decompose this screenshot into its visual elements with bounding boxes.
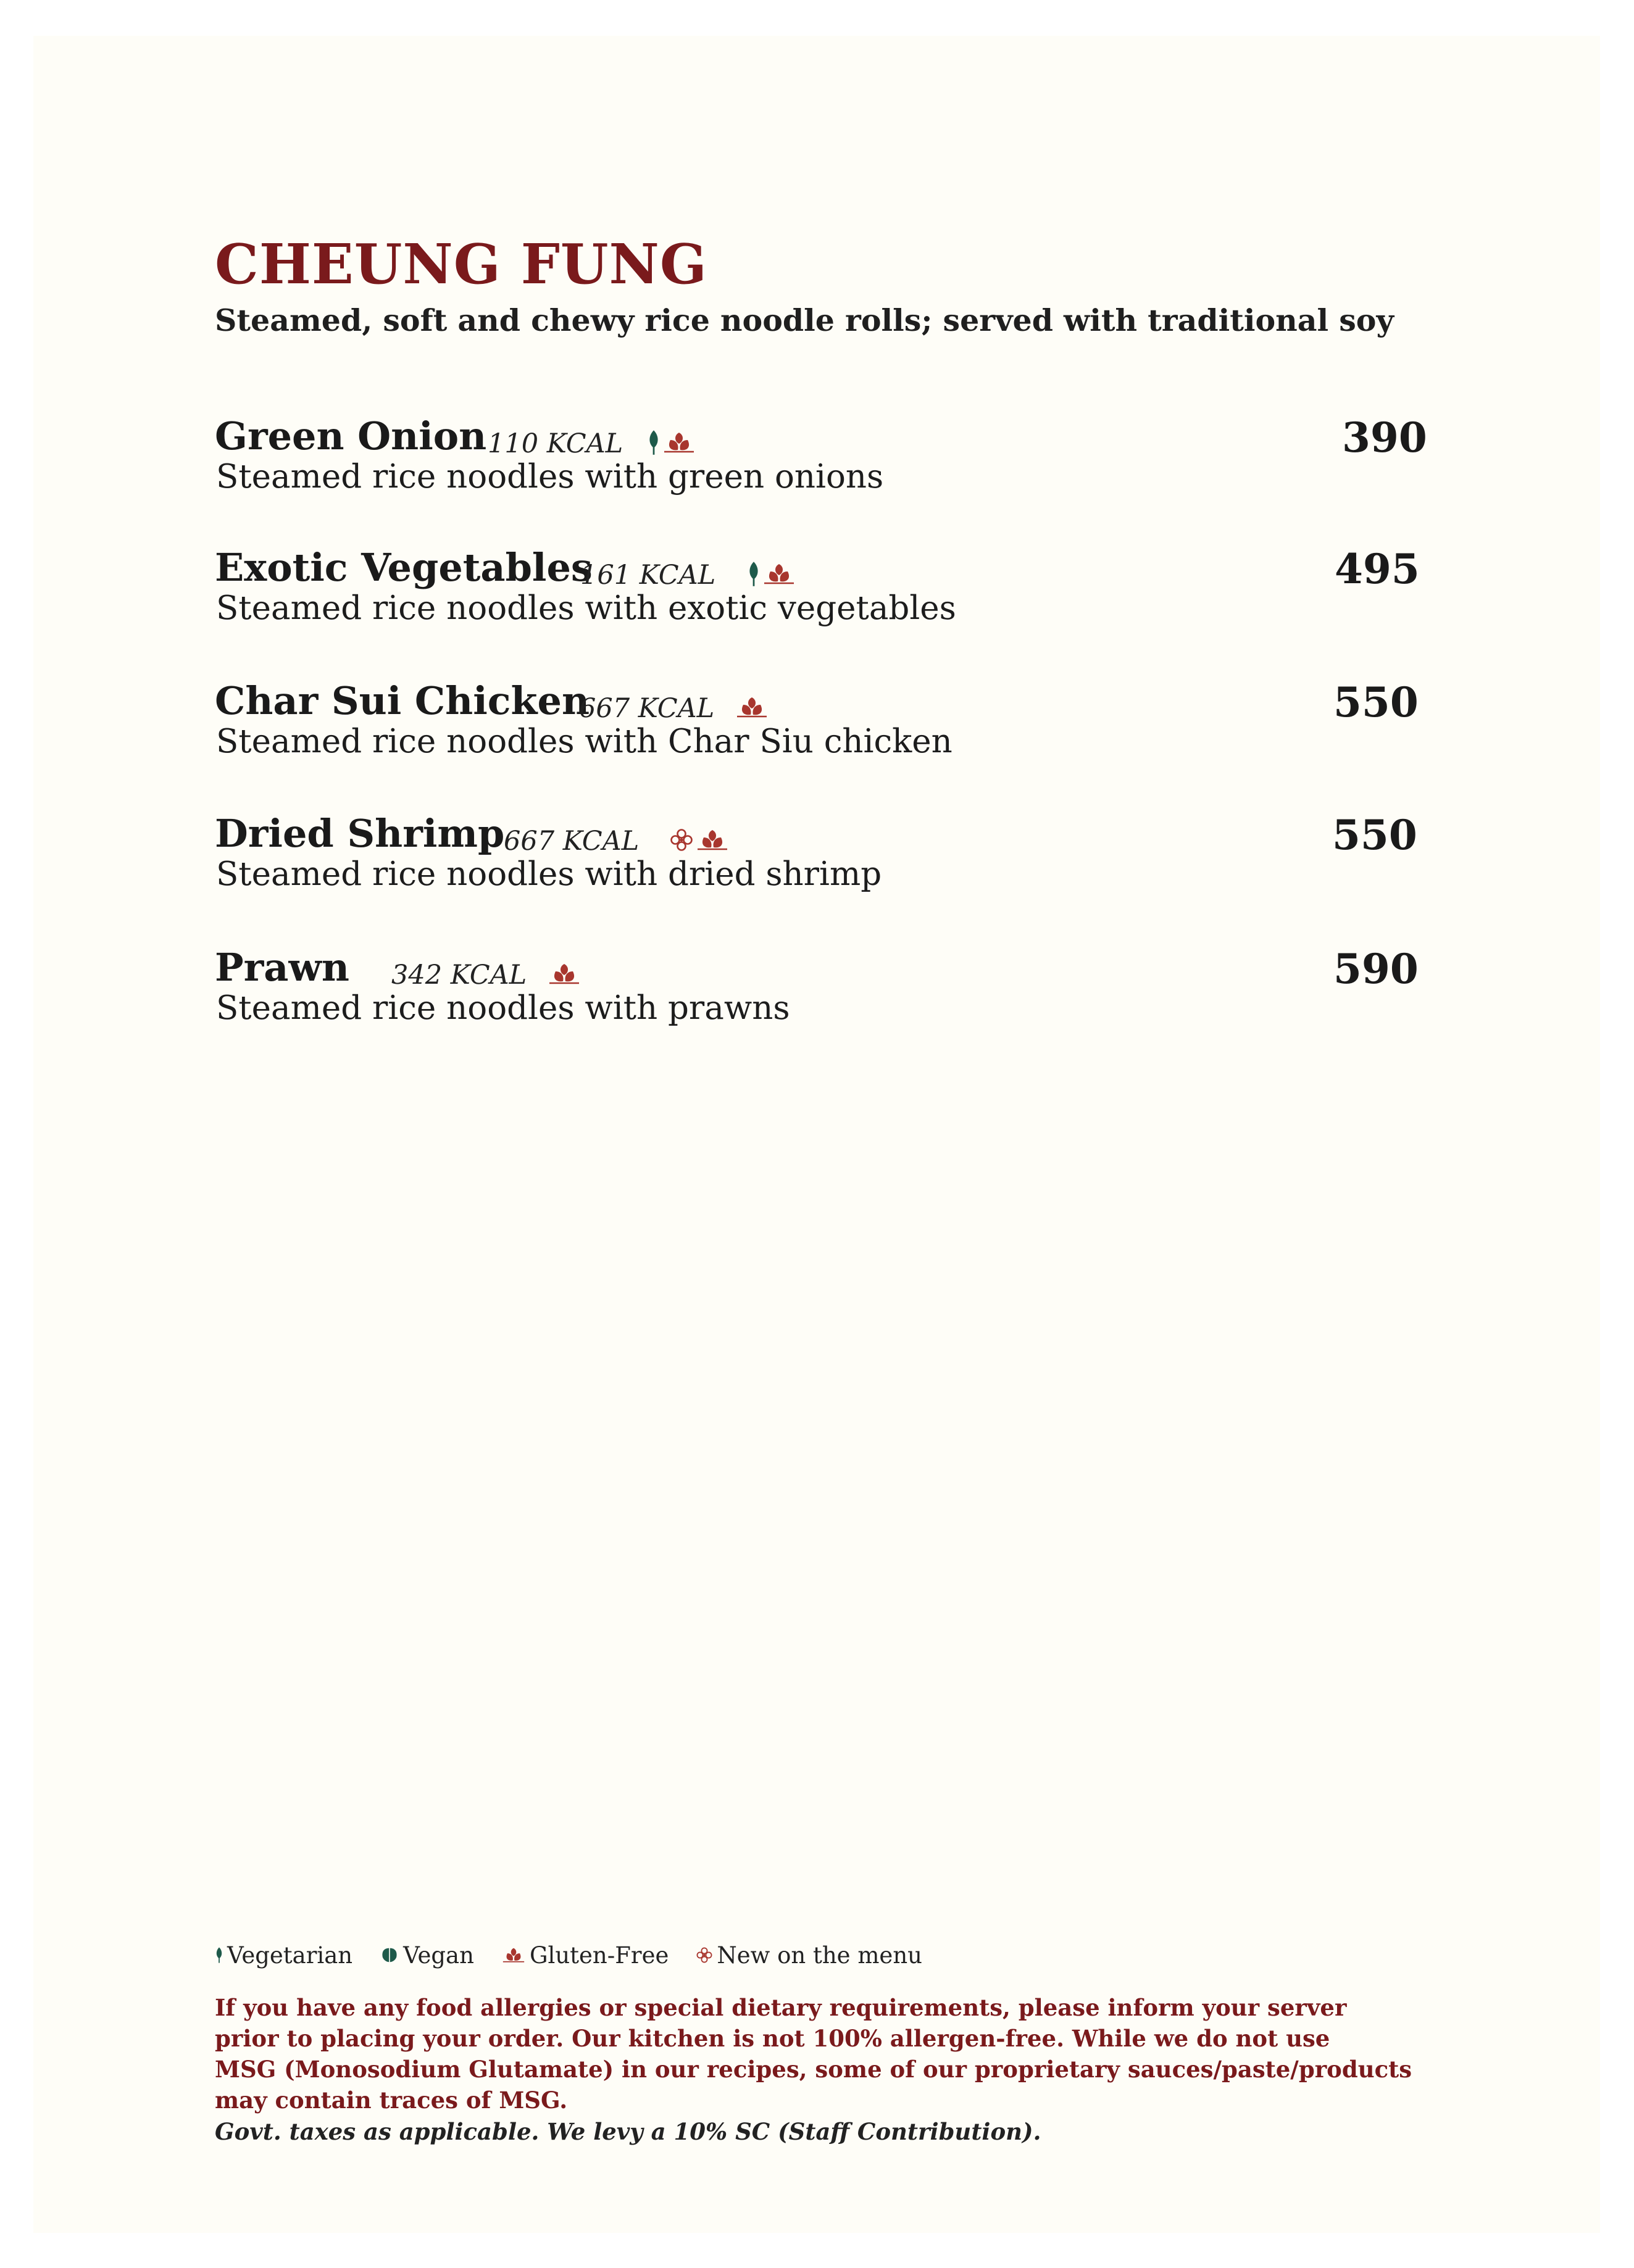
menu-item-dried-shrimp <box>215 811 1419 903</box>
item-description: Steamed rice noodles with exotic vegetables <box>216 589 956 627</box>
item-dietary-icons <box>735 692 769 723</box>
item-name: Prawn <box>215 945 349 990</box>
vegetarian-icon <box>647 428 661 457</box>
allergy-notice-line: MSG (Monosodium Glutamate) in our recipes, some of our proprietary sauces/paste/products <box>215 2056 1412 2083</box>
legend-gluten-free-label: Gluten-Free <box>529 1942 669 1969</box>
allergy-notice-line: prior to placing your order. Our kitchen is not 100% allergen-free. While we do not use <box>215 2025 1330 2052</box>
new-on-menu-icon <box>669 828 694 852</box>
item-dietary-icons <box>647 427 696 458</box>
vegetarian-icon <box>215 1946 223 1964</box>
legend-vegan <box>380 1942 474 1969</box>
menu-item-exotic-vegetables <box>215 545 1419 638</box>
legend-new <box>696 1942 922 1969</box>
item-kcal: 667 KCAL <box>579 693 715 724</box>
menu-item-char-sui-chicken <box>215 678 1419 771</box>
item-name: Exotic Vegetables <box>215 545 593 590</box>
legend-vegetarian-label: Vegetarian <box>227 1942 353 1969</box>
new-on-menu-icon <box>696 1946 713 1964</box>
item-name: Char Sui Chicken <box>215 678 590 723</box>
gluten-free-icon <box>762 562 796 586</box>
item-description: Steamed rice noodles with dried shrimp <box>216 855 882 893</box>
item-kcal: 161 KCAL <box>580 560 716 591</box>
legend-vegetarian <box>215 1942 352 1969</box>
gluten-free-icon <box>662 430 696 455</box>
item-name: Green Onion <box>215 413 487 459</box>
item-kcal: 667 KCAL <box>504 826 640 857</box>
vegetarian-icon <box>747 560 761 588</box>
menu-item-green-onion <box>215 413 1427 506</box>
item-description: Steamed rice noodles with Char Siu chicken <box>216 723 952 760</box>
legend-gluten-free <box>501 1942 669 1969</box>
item-dietary-icons <box>547 958 581 989</box>
item-price: 550 <box>1332 811 1417 859</box>
allergy-notice-line: may contain traces of MSG. <box>215 2087 568 2114</box>
allergy-notice <box>215 1992 1412 2116</box>
legend-vegan-label: Vegan <box>403 1942 474 1969</box>
section-subtitle: Steamed, soft and chewy rice noodle rolls; served with traditional soy <box>215 302 1394 338</box>
section-title: CHEUNG FUNG <box>215 231 707 296</box>
item-description: Steamed rice noodles with green onions <box>216 458 884 496</box>
gluten-free-icon <box>695 828 730 852</box>
item-price: 550 <box>1333 678 1419 726</box>
item-price: 390 <box>1342 413 1427 462</box>
legend-new-label: New on the menu <box>717 1942 922 1969</box>
gluten-free-icon <box>547 962 581 986</box>
item-price: 495 <box>1335 545 1420 593</box>
menu-page <box>33 36 1600 2233</box>
tax-note: Govt. taxes as applicable. We levy a 10% SC (Staff Contribution). <box>215 2118 1041 2145</box>
item-name: Dried Shrimp <box>215 811 505 856</box>
vegan-icon <box>380 1945 399 1965</box>
dietary-legend <box>215 1937 949 1974</box>
item-kcal: 342 KCAL <box>391 960 527 991</box>
item-description: Steamed rice noodles with prawns <box>216 989 790 1027</box>
item-dietary-icons <box>747 559 796 589</box>
gluten-free-icon <box>735 695 769 720</box>
menu-item-prawn <box>215 945 1419 1037</box>
item-price: 590 <box>1333 945 1419 993</box>
item-kcal: 110 KCAL <box>488 428 623 459</box>
item-dietary-icons <box>669 825 730 855</box>
gluten-free-icon <box>501 1946 526 1964</box>
allergy-notice-line: If you have any food allergies or special dietary requirements, please inform your server <box>215 1994 1347 2021</box>
